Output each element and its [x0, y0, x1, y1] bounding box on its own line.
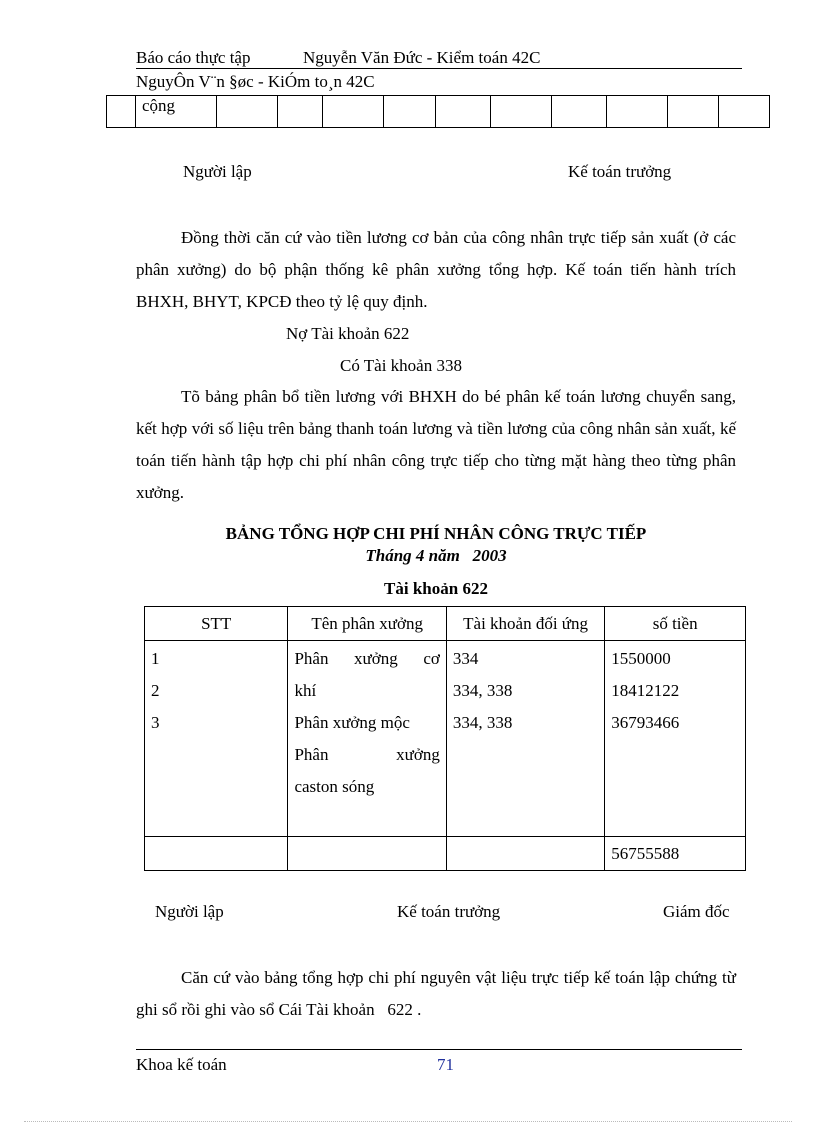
stt-1: 1 [151, 649, 160, 668]
entry-credit: Có Tài khoản 338 [340, 356, 462, 375]
amount-1: 1550000 [611, 649, 671, 668]
entry-debit: Nợ Tài khoản 622 [286, 324, 410, 343]
stt-2: 2 [151, 681, 160, 700]
top-table-label: cộng [135, 96, 216, 128]
col-header-workshop: Tên phân xưởng [288, 607, 446, 641]
footer-rule [136, 1049, 742, 1050]
header-rule [136, 68, 742, 69]
workshop-cell [288, 641, 446, 837]
workshop-line-5: caston sóng [294, 777, 375, 796]
page-bottom-edge [24, 1121, 792, 1122]
amount-2: 18412122 [611, 681, 680, 700]
labor-cost-table [144, 606, 746, 871]
top-table-fragment [106, 95, 770, 128]
table-title: BẢNG TỔNG HỢP CHI PHÍ NHÂN CÔNG TRỰC TIẾP [225, 524, 647, 543]
account-2: 334, 338 [452, 681, 513, 700]
col-header-amount: số tiền [605, 607, 746, 641]
amount-cell [605, 641, 746, 837]
footer-department: Khoa kế toán [136, 1055, 227, 1074]
paragraph-2: Tõ bảng phân bổ tiền lương với BHXH do bé phân kế toán lương chuyển sang, kết hợp với số liệu trên bảng thanh toán lương và tiền lương của công nhân sản xuất, kế toán tiến hành tập hợp chi phí nhân công trực tiếp cho từng mặt hàng theo từng phân xưởng. [136, 387, 736, 502]
account-3: 334, 338 [452, 713, 513, 732]
page-number: 71 [437, 1055, 454, 1074]
workshop-line-2: khí [294, 681, 317, 700]
header-report-title: Báo cáo thực tập [136, 48, 251, 67]
table-subtitle: Tháng 4 năm 2003 [365, 546, 507, 565]
col-header-stt: STT [145, 607, 288, 641]
workshop-line-3: Phân xưởng mộc [294, 713, 410, 732]
header-author: Nguyễn Văn Đức - Kiểm toán 42C [303, 48, 541, 67]
paragraph-3: Căn cứ vào bảng tổng hợp chi phí nguyên vật liệu trực tiếp kế toán lập chứng từ ghi sổ rồi ghi vào sổ Cái Tài khoản 622 . [136, 968, 741, 1019]
workshop-line-1: Phân xưởng cơ [294, 649, 440, 668]
paragraph-1: Đồng thời căn cứ vào tiền lương cơ bản của công nhân trực tiếp sản xuất (ở các phân xưởng) do bộ phận thống kê phân xưởng tổng hợp. Kế toán tiến hành trích BHXH, BHYT, KPCĐ theo tỷ lệ quy định. [136, 228, 736, 311]
table-account: Tài khoản 622 [384, 579, 488, 598]
account-1: 334 [452, 649, 479, 668]
amount-3: 36793466 [611, 713, 680, 732]
table-row [145, 641, 746, 837]
stt-cell [145, 641, 288, 837]
stt-3: 3 [151, 713, 160, 732]
signature-preparer-2: Người lập [155, 902, 224, 921]
signature-preparer: Người lập [183, 162, 252, 181]
workshop-line-4: Phân xưởng [294, 745, 440, 764]
signature-chief-accountant-2: Kế toán trưởng [397, 902, 501, 921]
account-cell [446, 641, 604, 837]
table-total-row [145, 837, 746, 871]
header-garbled-author: NguyÔn V¨n §øc - KiÓm to¸n 42C [136, 72, 375, 91]
total-amount: 56755588 [605, 837, 746, 871]
signature-director: Giám đốc [663, 902, 730, 921]
signature-chief-accountant: Kế toán trưởng [568, 162, 672, 181]
table-header-row [145, 607, 746, 641]
col-header-account: Tài khoản đối ứng [446, 607, 604, 641]
